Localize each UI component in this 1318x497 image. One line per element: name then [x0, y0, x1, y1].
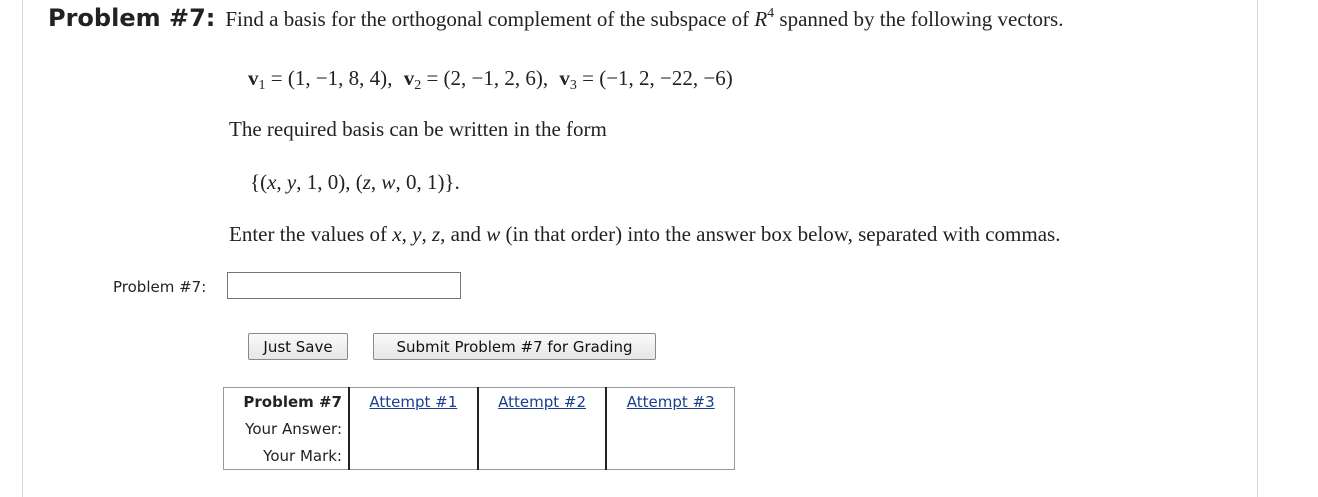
attempt-2-mark	[478, 442, 607, 470]
submit-grading-button[interactable]: Submit Problem #7 for Grading	[373, 333, 656, 360]
answer-instructions	[229, 222, 1060, 247]
attempts-table	[223, 387, 735, 470]
basis-sep2: ,	[370, 170, 382, 194]
attempt-1-header	[349, 388, 478, 416]
attempt-1-link[interactable]: Attempt #1	[369, 392, 458, 411]
instr-part2: (in that order) into the answer box below, separated with commas.	[500, 222, 1061, 246]
basis-z: z	[362, 170, 371, 194]
basis-rest2: , 0, 1)}.	[395, 170, 460, 194]
statement-text-before: Find a basis for the orthogonal complement of the subspace of	[225, 7, 755, 31]
problem-title: Problem #7:	[48, 4, 216, 32]
answer-label: Problem #7:	[113, 278, 207, 296]
basis-sep1: ,	[276, 170, 287, 194]
space-exponent: 4	[767, 6, 775, 21]
basis-w: w	[381, 170, 396, 194]
vector-1-name: v	[248, 66, 259, 90]
basis-description: The required basis can be written in the form	[229, 117, 607, 141]
attempt-3-link[interactable]: Attempt #3	[626, 392, 715, 411]
vector-2-value: (2, −1, 2, 6)	[443, 66, 543, 90]
basis-rest1: , 1, 0), (	[296, 170, 363, 194]
vector-1: $v_1 = (1$, −1, 8, 4)	[248, 66, 388, 93]
vector-2: $v_2 = (2$, −1, 2, 6)	[403, 66, 543, 93]
instr-part1: Enter the values of	[229, 222, 393, 246]
problem-header	[48, 4, 1063, 32]
vector-1-subscript: 1	[258, 78, 266, 93]
vector-3-value: (−1, 2, −22, −6)	[599, 66, 733, 90]
vector-2-name: v	[403, 66, 415, 90]
instr-c3: , and	[440, 222, 487, 246]
statement-text-after: spanned by the following vectors.	[774, 7, 1064, 31]
your-answer-label: Your Answer:	[224, 415, 350, 442]
vector-list: $v_1 = (1$, −1, 8, 4), $v_2 = (2$, −1, 2, 6), $v_3 = (-1$, 2, −22, −6)	[248, 66, 733, 93]
attempt-2-link[interactable]: Attempt #2	[498, 392, 586, 411]
basis-y: y	[286, 170, 297, 194]
basis-form	[250, 170, 460, 195]
attempt-3-mark	[606, 442, 734, 470]
vector-1-value: (1, −1, 8, 4)	[287, 66, 388, 90]
instr-w: w	[486, 222, 501, 246]
attempts-problem-header: Problem #7	[224, 388, 350, 416]
just-save-button[interactable]: Just Save	[248, 333, 348, 360]
vector-3-subscript: 3	[569, 78, 577, 93]
attempt-3-header	[606, 388, 734, 416]
attempt-1-mark	[349, 442, 478, 470]
attempt-3-answer	[606, 415, 734, 442]
instr-c1: ,	[401, 222, 413, 246]
instr-z: z	[431, 222, 441, 246]
attempt-2-answer	[478, 415, 607, 442]
attempt-2-header	[478, 388, 607, 416]
your-mark-label: Your Mark:	[224, 442, 350, 470]
your-mark-row	[224, 442, 735, 470]
instr-y: y	[412, 222, 422, 246]
vector-2-subscript: 2	[414, 78, 422, 93]
instr-c2: ,	[421, 222, 432, 246]
answer-input[interactable]	[227, 272, 461, 299]
vector-3-name: v	[559, 66, 570, 90]
vector-3: $v_3 = (-1$, 2, −22, −6)	[559, 66, 733, 93]
attempts-header-row	[224, 388, 735, 416]
space-symbol: R	[754, 7, 768, 31]
your-answer-row	[224, 415, 735, 442]
instr-x: x	[392, 222, 402, 246]
problem-statement	[225, 7, 1063, 31]
basis-open: {(	[250, 170, 268, 194]
basis-x: x	[267, 170, 277, 194]
attempt-1-answer	[349, 415, 478, 442]
